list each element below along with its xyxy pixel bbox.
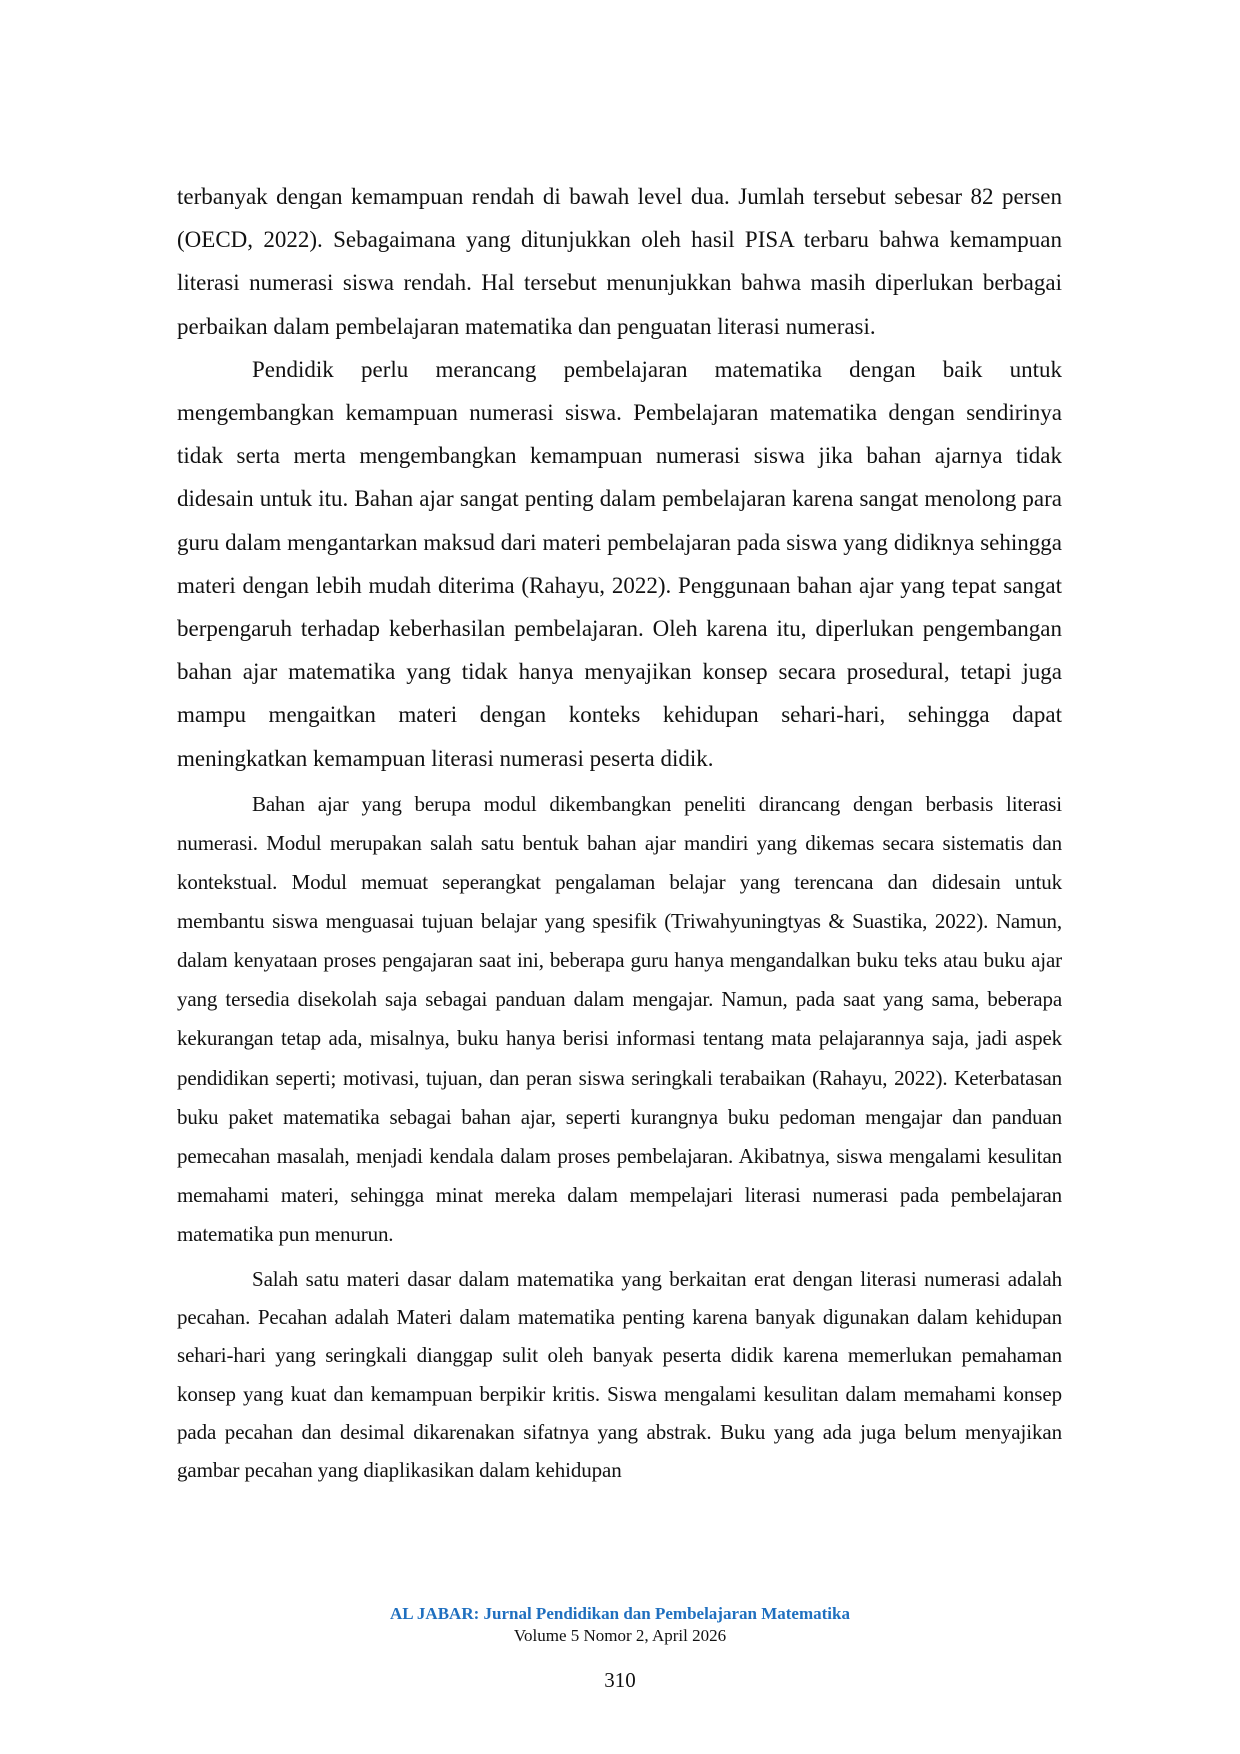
- body-text: [177, 175, 1062, 1489]
- journal-name: AL JABAR: Jurnal Pendidikan dan Pembelajaran Matematika: [390, 1604, 850, 1623]
- paragraph-1: terbanyak dengan kemampuan rendah di bawah level dua. Jumlah tersebut sebesar 82 persen (OECD, 2022). Sebagaimana yang ditunjukkan oleh hasil PISA terbaru bahwa kemampuan literasi numerasi siswa rendah. Hal tersebut menunjukkan bahwa masih diperlukan berbagai perbaikan dalam pembelajaran matematika dan penguatan literasi numerasi.: [177, 184, 1062, 339]
- journal-footer: [0, 1603, 1240, 1647]
- journal-issue: Volume 5 Nomor 2, April 2026: [513, 1626, 727, 1645]
- paragraph-4: Salah satu materi dasar dalam matematika yang berkaitan erat dengan literasi numerasi adalah pecahan. Pecahan adalah Materi dalam matematika penting karena banyak digunakan dalam kehidupan sehari-hari yang seringkali dianggap sulit oleh banyak peserta didik karena memerlukan pemahaman konsep yang kuat dan kemampuan berpikir kritis. Siswa mengalami kesulitan dalam memahami konsep pada pecahan dan desimal dikarenakan sifatnya yang abstrak. Buku yang ada juga belum menyajikan gambar pecahan yang diaplikasikan dalam kehidupan: [177, 1266, 1062, 1482]
- paragraph-2: Pendidik perlu merancang pembelajaran matematika dengan baik untuk mengembangkan kemampuan numerasi siswa. Pembelajaran matematika dengan sendirinya tidak serta merta mengembangkan kemampuan numerasi siswa jika bahan ajarnya tidak didesain untuk itu. Bahan ajar sangat penting dalam pembelajaran karena sangat menolong para guru dalam mengantarkan maksud dari materi pembelajaran pada siswa yang didiknya sehingga materi dengan lebih mudah diterima (Rahayu, 2022). Penggunaan bahan ajar yang tepat sangat berpengaruh terhadap keberhasilan pembelajaran. Oleh karena itu, diperlukan pengembangan bahan ajar matematika yang tidak hanya menyajikan konsep secara prosedural, tetapi juga mampu mengaitkan materi dengan konteks kehidupan sehari-hari, sehingga dapat meningkatkan kemampuan literasi numerasi peserta didik.: [177, 356, 1062, 771]
- paragraph-3: Bahan ajar yang berupa modul dikembangkan peneliti dirancang dengan berbasis literasi numerasi. Modul merupakan salah satu bentuk bahan ajar mandiri yang dikemas secara sistematis dan kontekstual. Modul memuat seperangkat pengalaman belajar yang terencana dan didesain untuk membantu siswa menguasai tujuan belajar yang spesifik (Triwahyuningtyas & Suastika, 2022). Namun, dalam kenyataan proses pengajaran saat ini, beberapa guru hanya mengandalkan buku teks atau buku ajar yang tersedia disekolah saja sebagai panduan dalam mengajar. Namun, pada saat yang sama, beberapa kekurangan tetap ada, misalnya, buku hanya berisi informasi tentang mata pelajarannya saja, jadi aspek pendidikan seperti; motivasi, tujuan, dan peran siswa seringkali terabaikan (Rahayu, 2022). Keterbatasan buku paket matematika sebagai bahan ajar, seperti kurangnya buku pedoman mengajar dan panduan pemecahan masalah, menjadi kendala dalam proses pembelajaran. Akibatnya, siswa mengalami kesulitan memahami materi, sehingga minat mereka dalam mempelajari literasi numerasi pada pembelajaran matematika pun menurun.: [177, 791, 1062, 1246]
- page-number: 310: [604, 1668, 636, 1692]
